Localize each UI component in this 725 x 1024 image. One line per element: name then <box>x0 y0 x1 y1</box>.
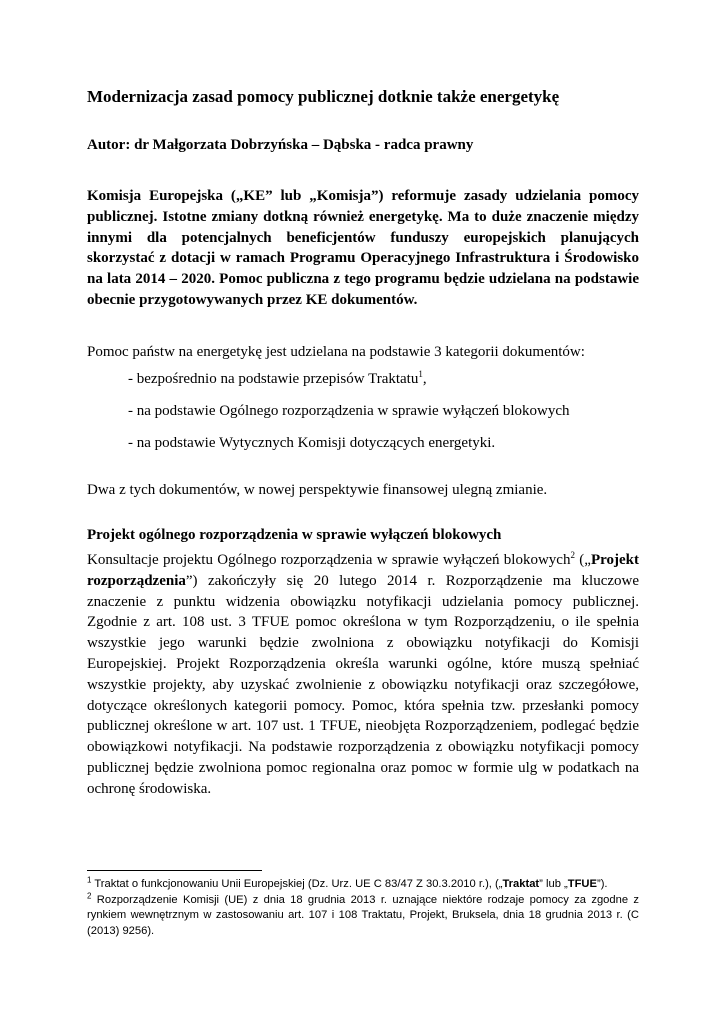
footnote-ref[interactable]: 2 <box>570 550 575 560</box>
list-item-text: - bezpośrednio na podstawie przepisów Traktatu <box>128 371 419 387</box>
list-item-punct: , <box>422 371 427 387</box>
footnote-number: 2 <box>87 890 92 900</box>
list-item <box>128 402 638 434</box>
footnote-text: ”). <box>596 878 608 890</box>
footnote-text: ” lub „ <box>539 878 568 890</box>
intro-paragraph: Pomoc państw na energetykę jest udzielana na podstawie 3 kategorii dokumentów: <box>87 344 585 360</box>
paragraph-text: Konsultacje projektu Ogólnego rozporządzenia w sprawie wyłączeń blokowych <box>87 552 571 568</box>
document-title: Modernizacja zasad pomocy publicznej dotknie także energetykę <box>87 87 560 106</box>
footnote-ref[interactable]: 1 <box>418 369 423 379</box>
section-heading: Projekt ogólnego rozporządzenia w sprawie wyłączeń blokowych <box>87 527 502 543</box>
list-item-text: - na podstawie Ogólnego rozporządzenia w sprawie wyłączeń blokowych <box>128 403 570 419</box>
section-paragraph <box>87 550 639 800</box>
list-item <box>128 370 638 402</box>
paragraph-text: („ <box>574 552 591 568</box>
footnote-1 <box>87 877 639 893</box>
lead-paragraph: Komisja Europejska („KE” lub „Komisja”) reformuje zasady udzielania pomocy publicznej. Istotne zmiany dotkną również energetykę. Ma to duże znaczenie między innymi dla potencjalnych beneficjentów funduszy europejskich planujących skorzystać z dotacji w ramach Programu Operacyjnego Infrastruktura i Środowisko na lata 2014 – 2020. Pomoc publiczna z tego programu będzie udzielana na podstawie obecnie przygotowywanych przez KE dokumentów. <box>87 188 639 308</box>
footnotes <box>87 877 639 939</box>
footnote-separator <box>87 870 262 871</box>
bold-term: Traktat <box>502 878 540 890</box>
author-line: Autor: dr Małgorzata Dobrzyńska – Dąbska - radca prawny <box>87 137 474 153</box>
bold-term: TFUE <box>567 878 597 890</box>
list-item <box>128 434 638 466</box>
list-item-text: - na podstawie Wytycznych Komisji dotyczących energetyki. <box>128 435 496 451</box>
document-categories-list <box>128 368 638 466</box>
footnote-text: Traktat o funkcjonowaniu Unii Europejskiej (Dz. Urz. UE C 83/47 Z 30.3.2010 r.), („ <box>91 878 503 890</box>
paragraph-text: ”) zakończyły się 20 lutego 2014 r. Rozporządzenie ma kluczowe znaczenie z punktu widzenia obowiązku notyfikacji udzielania pomocy publicznej. Zgodnie z art. 108 ust. 3 TFUE pomoc określona w tym Rozporządzeniu, o ile spełnia wszystkie jego warunki będzie zwolniona z obowiązku notyfikacji do Komisji Europejskiej. Projekt Rozporządzenia określa warunki ogólne, które muszą spełniać wszystkie projekty, aby uzyskać zwolnienie z obowiązku notyfikacji oraz szczegółowe, dotyczące określonych kategorii pomocy. Pomoc, która spełnia tzw. przesłanki pomocy publicznej określone w art. 107 ust. 1 TFUE, nieobjęta Rozporządzeniem, podlegać będzie obowiązkowi notyfikacji. Na podstawie rozporządzenia z obowiązku notyfikacji pomocy publicznej będzie zwolniona pomoc regionalna oraz pomoc w formie ulg w podatkach na ochronę środowiska. <box>87 572 639 797</box>
footnote-text: Rozporządzenie Komisji (UE) z dnia 18 grudnia 2013 r. uznające niektóre rodzaje pomocy za zgodne z rynkiem wewnętrznym w zastosowaniu art. 107 i 108 Traktatu, Projekt, Bruksela, dnia 18 grudnia 2013 r. (C (2013) 9256). <box>87 893 639 937</box>
bold-term: Projekt rozporządzenia <box>87 552 639 589</box>
footnote-2 <box>87 890 639 940</box>
footnote-number: 1 <box>87 875 92 885</box>
summary-paragraph: Dwa z tych dokumentów, w nowej perspektywie finansowej ulegną zmianie. <box>87 482 548 498</box>
